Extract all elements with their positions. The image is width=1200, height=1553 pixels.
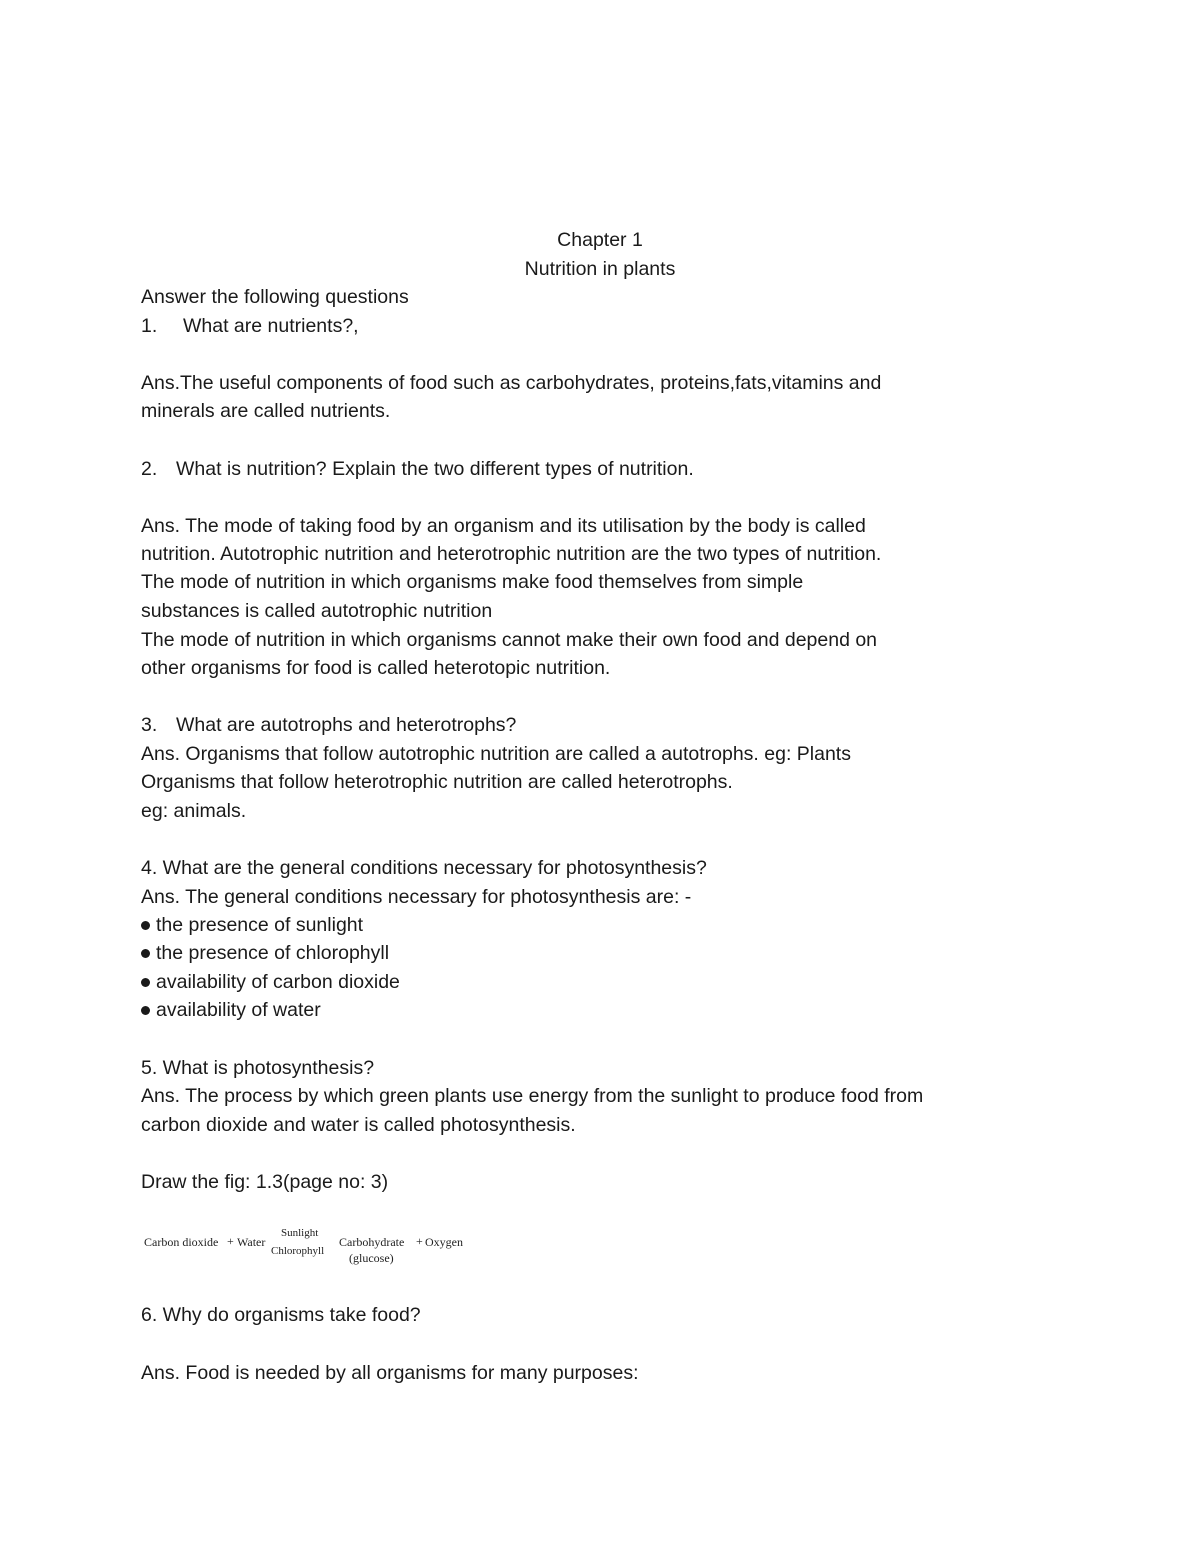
bullet-text: the presence of chlorophyll bbox=[156, 942, 390, 964]
answer-3-line-1: Ans. Organisms that follow autotrophic nutrition are called a autotrophs. eg: Plants bbox=[141, 743, 851, 765]
question-5: 5. What is photosynthesis? bbox=[141, 1057, 375, 1079]
chapter-label: Chapter 1 bbox=[557, 229, 643, 251]
bullet-item bbox=[141, 913, 363, 937]
question-2-text: What is nutrition? Explain the two different types of nutrition. bbox=[176, 458, 694, 480]
question-3-text: What are autotrophs and heterotrophs? bbox=[176, 714, 517, 736]
bullet-item bbox=[141, 998, 321, 1022]
answer-2-line-2: nutrition. Autotrophic nutrition and heterotrophic nutrition are the two types of nutrition. bbox=[141, 543, 882, 565]
bullet-item bbox=[141, 970, 400, 994]
intro-text: Answer the following questions bbox=[141, 286, 409, 308]
equation-plus: + bbox=[416, 1234, 423, 1248]
question-6: 6. Why do organisms take food? bbox=[141, 1304, 421, 1326]
photosynthesis-equation bbox=[144, 1224, 474, 1268]
answer-5-line-2: carbon dioxide and water is called photosynthesis. bbox=[141, 1114, 576, 1136]
bullet-text: availability of carbon dioxide bbox=[156, 971, 400, 993]
bullet-item bbox=[141, 941, 389, 965]
answer-2-line-6: other organisms for food is called heterotopic nutrition. bbox=[141, 657, 611, 679]
answer-4-intro: Ans. The general conditions necessary for photosynthesis are: - bbox=[141, 886, 692, 908]
question-1-number: 1. bbox=[141, 315, 158, 337]
answer-5-line-1: Ans. The process by which green plants use energy from the sunlight to produce food from bbox=[141, 1085, 924, 1107]
bullet-text: availability of water bbox=[156, 999, 321, 1021]
equation-carbon-dioxide: Carbon dioxide bbox=[144, 1235, 219, 1249]
bullet-dot-icon bbox=[141, 949, 150, 958]
equation-chlorophyll: Chlorophyll bbox=[271, 1245, 325, 1257]
question-1 bbox=[141, 314, 359, 338]
question-4: 4. What are the general conditions necessary for photosynthesis? bbox=[141, 857, 707, 879]
bullet-dot-icon bbox=[141, 1006, 150, 1015]
question-1-text: What are nutrients?, bbox=[183, 315, 359, 337]
question-3 bbox=[141, 713, 516, 737]
answer-1-line-2: minerals are called nutrients. bbox=[141, 400, 391, 422]
bullet-text: the presence of sunlight bbox=[156, 914, 364, 936]
equation-glucose: (glucose) bbox=[349, 1251, 394, 1265]
answer-2-line-3: The mode of nutrition in which organisms make food themselves from simple bbox=[141, 571, 804, 593]
figure-instruction: Draw the fig: 1.3(page no: 3) bbox=[141, 1171, 389, 1193]
chapter-title: Nutrition in plants bbox=[524, 258, 676, 280]
answer-2-line-5: The mode of nutrition in which organisms cannot make their own food and depend on bbox=[141, 629, 878, 651]
equation-sunlight: Sunlight bbox=[281, 1227, 319, 1239]
equation-oxygen: Oxygen bbox=[425, 1235, 463, 1249]
equation-water: Water bbox=[237, 1235, 266, 1249]
answer-2-line-1: Ans. The mode of taking food by an organism and its utilisation by the body is called bbox=[141, 515, 866, 537]
answer-3-line-2: Organisms that follow heterotrophic nutrition are called heterotrophs. bbox=[141, 771, 733, 793]
equation-carbohydrate: Carbohydrate bbox=[339, 1235, 405, 1249]
question-2 bbox=[141, 457, 694, 481]
answer-3-line-3: eg: animals. bbox=[141, 800, 247, 822]
answer-1-line-1: Ans.The useful components of food such as carbohydrates, proteins,fats,vitamins and bbox=[141, 372, 882, 394]
bullet-dot-icon bbox=[141, 978, 150, 987]
question-3-number: 3. bbox=[141, 714, 158, 736]
bullet-dot-icon bbox=[141, 921, 150, 930]
answer-6: Ans. Food is needed by all organisms for many purposes: bbox=[141, 1362, 639, 1384]
equation-plus: + bbox=[227, 1234, 234, 1248]
answer-2-line-4: substances is called autotrophic nutrition bbox=[141, 600, 493, 622]
question-2-number: 2. bbox=[141, 458, 158, 480]
